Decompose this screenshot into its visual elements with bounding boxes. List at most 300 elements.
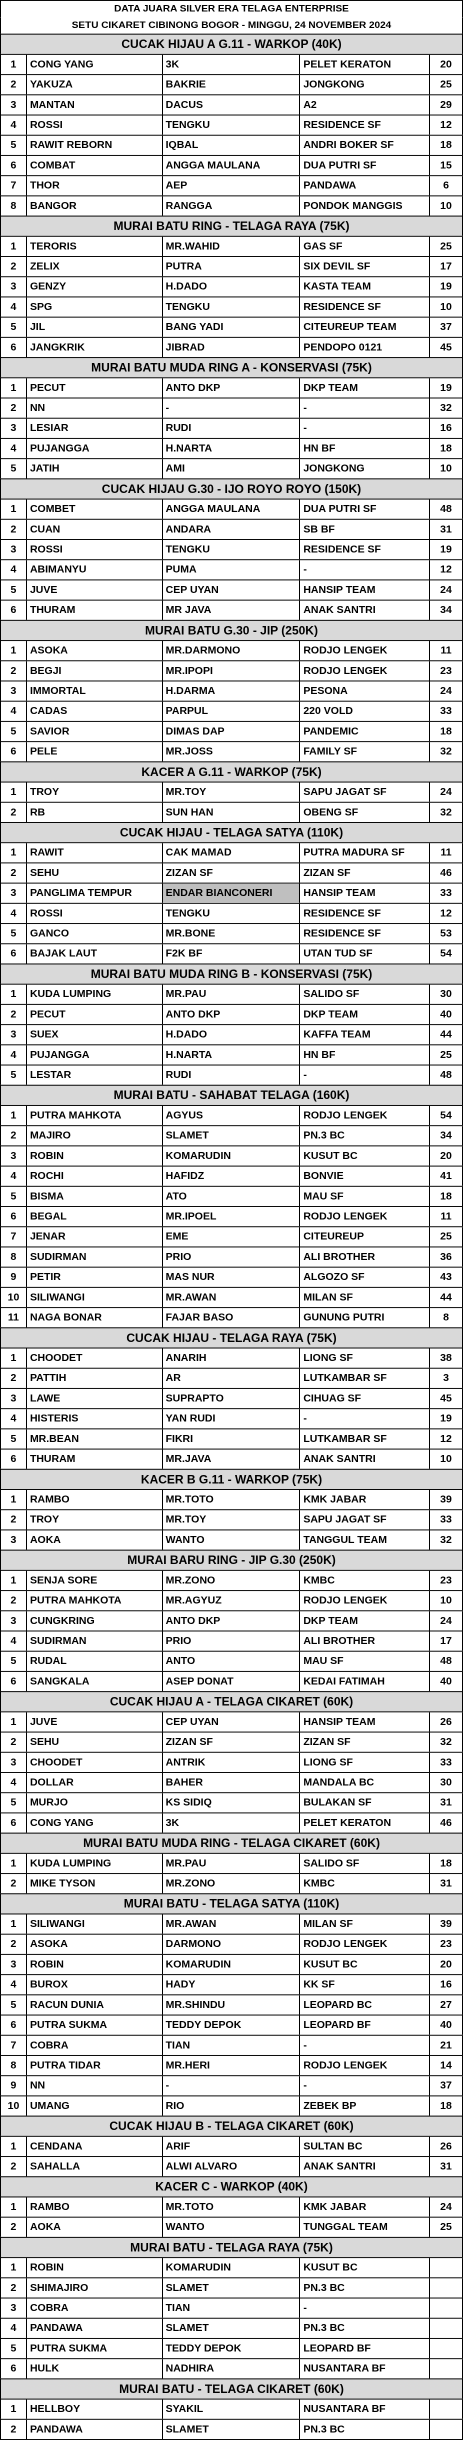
team-cell: JONGKONG [300,459,430,478]
result-row [0,1004,463,1024]
team-cell: RESIDENCE SF [300,904,430,923]
rank-cell: 1 [1,378,27,397]
team-cell: ZIZAN SF [300,1733,430,1752]
result-row [0,862,463,882]
owner-cell: KOMARUDIN [163,1955,301,1974]
team-cell: KK SF [300,1975,430,1994]
team-cell: BULAKAN SF [300,1793,430,1812]
score-cell: 37 [430,318,463,337]
score-cell: 43 [430,1268,463,1287]
bird-name-cell: MAJIRO [27,1126,163,1145]
rank-cell: 3 [1,2299,27,2318]
team-cell: HANSIP TEAM [300,1712,430,1731]
result-row [0,1368,463,1388]
bird-name-cell: ABIMANYU [27,560,163,579]
rank-cell: 9 [1,1268,27,1287]
team-cell: CIHUAG SF [300,1389,430,1408]
rank-cell: 2 [1,1733,27,1752]
score-cell: 23 [430,661,463,680]
bird-name-cell: BAJAK LAUT [27,944,163,963]
bird-name-cell: PATTIH [27,1369,163,1388]
owner-cell: H.NARTA [163,439,301,458]
bird-name-cell: SEHU [27,1733,163,1752]
rank-cell: 2 [1,2278,27,2297]
score-cell: 37 [430,2076,463,2095]
team-cell: ALI BROTHER [300,1631,430,1650]
owner-cell: JIBRAD [163,338,301,357]
team-cell: PANDEMIC [300,722,430,741]
bird-name-cell: KUDA LUMPING [27,985,163,1004]
owner-cell: ZIZAN SF [163,1733,301,1752]
rank-cell: 1 [1,1854,27,1873]
bird-name-cell: RAWIT REBORN [27,136,163,155]
bird-name-cell: GENZY [27,277,163,296]
team-cell: ANAK SANTRI [300,2157,430,2176]
result-row [0,984,463,1004]
team-cell: KUSUT BC [300,1146,430,1165]
score-cell: 24 [430,580,463,599]
rank-cell: 1 [1,1348,27,1367]
rank-cell: 6 [1,338,27,357]
rank-cell: 8 [1,1247,27,1266]
rank-cell: 1 [1,2137,27,2156]
document-title: DATA JUARA SILVER ERA TELAGA ENTERPRISE [0,0,463,17]
result-row [0,721,463,741]
bird-name-cell: NN [27,2076,163,2095]
rank-cell: 4 [1,439,27,458]
owner-cell: SUPRAPTO [163,1389,301,1408]
score-cell: 27 [430,1995,463,2014]
owner-cell: MR.PAU [163,1854,301,1873]
owner-cell: MR.JAVA [163,1450,301,1469]
score-cell: 18 [430,1187,463,1206]
score-cell: 44 [430,1025,463,1044]
rank-cell: 7 [1,1227,27,1246]
owner-cell: MR.IPOPI [163,661,301,680]
team-cell: ANAK SANTRI [300,1450,430,1469]
class-section-title: KACER A G.11 - WARKOP (75K) [0,761,463,781]
bird-name-cell: SEHU [27,863,163,882]
owner-cell: RUDI [163,1066,301,1085]
bird-name-cell: BEGJI [27,661,163,680]
owner-cell: MR.TOY [163,783,301,802]
class-section-title: KACER B G.11 - WARKOP (75K) [0,1469,463,1489]
result-row [0,2298,463,2318]
class-section-title: MURAI BARU RING - JIP G.30 (250K) [0,1550,463,1570]
team-cell: LIONG SF [300,1348,430,1367]
team-cell: ANAK SANTRI [300,601,430,620]
result-row [0,2217,463,2237]
rank-cell: 5 [1,1066,27,1085]
bird-name-cell: RAMBO [27,2197,163,2216]
bird-name-cell: SUEX [27,1025,163,1044]
bird-name-cell: LESIAR [27,419,163,438]
bird-name-cell: BUROX [27,1975,163,1994]
rank-cell: 1 [1,237,27,256]
bird-name-cell: ROSSI [27,116,163,135]
owner-cell: TEDDY DEPOK [163,2016,301,2035]
team-cell: HANSIP TEAM [300,884,430,903]
score-cell: 30 [430,985,463,1004]
team-cell: PN.3 BC [300,1126,430,1145]
owner-cell: MR.HERI [163,2056,301,2075]
bird-name-cell: MURJO [27,1793,163,1812]
team-cell: - [300,1409,430,1428]
result-row [0,701,463,721]
bird-name-cell: THURAM [27,1450,163,1469]
bird-name-cell: JUVE [27,1712,163,1731]
rank-cell: 4 [1,2319,27,2338]
result-row [0,236,463,256]
score-cell: 44 [430,1288,463,1307]
result-row [0,74,463,94]
owner-cell: DARMONO [163,1935,301,1954]
score-cell: 29 [430,95,463,114]
result-row [0,2055,463,2075]
owner-cell: F2K BF [163,944,301,963]
owner-cell: RUDI [163,419,301,438]
rank-cell: 5 [1,136,27,155]
result-row [0,1388,463,1408]
score-cell: 23 [430,1935,463,1954]
result-row [0,317,463,337]
document-subtitle: SETU CIKARET CIBINONG BOGOR - MINGGU, 24 NOVEMBER 2024 [0,17,463,33]
score-cell: 18 [430,2096,463,2115]
owner-cell: PUTRA [163,257,301,276]
score-cell: 18 [430,136,463,155]
bird-name-cell: DOLLAR [27,1773,163,1792]
rank-cell: 3 [1,1753,27,1772]
score-cell: 19 [430,277,463,296]
owner-cell: MR.PAU [163,985,301,1004]
owner-cell: PRIO [163,1631,301,1650]
score-cell [430,2299,463,2318]
rank-cell: 2 [1,2218,27,2237]
bird-name-cell: THURAM [27,601,163,620]
score-cell [430,2319,463,2338]
team-cell: NUSANTARA BF [300,2400,430,2419]
rank-cell: 6 [1,944,27,963]
team-cell: 220 VOLD [300,702,430,721]
rank-cell: 8 [1,2056,27,2075]
team-cell: - [300,398,430,417]
result-row [0,559,463,579]
result-row [0,1105,463,1125]
owner-cell: TEDDY DEPOK [163,2339,301,2358]
bird-name-cell: PUTRA TIDAR [27,2056,163,2075]
score-cell: 32 [430,1530,463,1549]
rank-cell: 1 [1,1490,27,1509]
bird-name-cell: SENJA SORE [27,1571,163,1590]
result-row [0,1246,463,1266]
team-cell: MILAN SF [300,1914,430,1933]
class-section-title: MURAI BATU - TELAGA RAYA (75K) [0,2237,463,2257]
rank-cell: 1 [1,843,27,862]
result-row [0,296,463,316]
team-cell: HANSIP TEAM [300,580,430,599]
owner-cell: SUN HAN [163,803,301,822]
team-cell: PN.3 BC [300,2420,430,2439]
score-cell: 53 [430,924,463,943]
result-row [0,2035,463,2055]
rank-cell: 8 [1,196,27,215]
score-cell: 48 [430,500,463,519]
result-row [0,1024,463,1044]
owner-cell: CEP UYAN [163,1712,301,1731]
bird-name-cell: BEGAL [27,1207,163,1226]
owner-cell: KOMARUDIN [163,2258,301,2277]
owner-cell: TIAN [163,2299,301,2318]
result-row [0,579,463,599]
team-cell: FAMILY SF [300,742,430,761]
result-row [0,1065,463,1085]
rank-cell: 4 [1,1409,27,1428]
team-cell: PELET KERATON [300,1813,430,1832]
result-row [0,1125,463,1145]
score-cell: 25 [430,2218,463,2237]
bird-name-cell: SUDIRMAN [27,1631,163,1650]
bird-name-cell: RAMBO [27,1490,163,1509]
rank-cell: 1 [1,2258,27,2277]
team-cell: RESIDENCE SF [300,540,430,559]
score-cell: 19 [430,378,463,397]
owner-cell: ANTO DKP [163,378,301,397]
owner-cell: ENDAR BIANCONERI [163,884,301,903]
score-cell: 23 [430,1571,463,1590]
score-cell: 46 [430,863,463,882]
rank-cell: 3 [1,681,27,700]
score-cell: 24 [430,681,463,700]
bird-name-cell: PUTRA MAHKOTA [27,1106,163,1125]
result-row [0,2399,463,2419]
result-row [0,1772,463,1792]
bird-name-cell: UMANG [27,2096,163,2115]
bird-name-cell: PUTRA SUKMA [27,2016,163,2035]
team-cell: LIONG SF [300,1753,430,1772]
result-row [0,2257,463,2277]
owner-cell: PRIO [163,1247,301,1266]
score-cell: 33 [430,1753,463,1772]
result-row [0,499,463,519]
team-cell: LEOPARD BF [300,2016,430,2035]
owner-cell: MR.TOTO [163,2197,301,2216]
score-cell: 20 [430,1146,463,1165]
bird-name-cell: SUDIRMAN [27,1247,163,1266]
rank-cell: 4 [1,297,27,316]
rank-cell: 1 [1,1106,27,1125]
team-cell: KEDAI FATIMAH [300,1672,430,1691]
bird-name-cell: SHIMAJIRO [27,2278,163,2297]
bird-name-cell: ROSSI [27,904,163,923]
team-cell: KUSUT BC [300,1955,430,1974]
result-row [0,1509,463,1529]
result-row [0,458,463,478]
owner-cell: MR.JOSS [163,742,301,761]
score-cell: 16 [430,419,463,438]
bird-name-cell: ASOKA [27,641,163,660]
bird-name-cell: PANDAWA [27,2420,163,2439]
owner-cell: MR.AWAN [163,1914,301,1933]
result-row [0,1590,463,1610]
owner-cell: - [163,2076,301,2095]
rank-cell: 4 [1,1045,27,1064]
result-row [0,1651,463,1671]
class-section-title: MURAI BATU MUDA RING B - KONSERVASI (75K) [0,963,463,983]
score-cell: 40 [430,1672,463,1691]
bird-name-cell: HULK [27,2359,163,2378]
owner-cell: MR.IPOEL [163,1207,301,1226]
rank-cell: 5 [1,924,27,943]
bird-name-cell: PELE [27,742,163,761]
team-cell: ALGOZO SF [300,1268,430,1287]
team-cell: MANDALA BC [300,1773,430,1792]
result-row [0,1529,463,1549]
bird-name-cell: ROSSI [27,540,163,559]
result-row [0,175,463,195]
owner-cell: ANTO DKP [163,1005,301,1024]
team-cell: KASTA TEAM [300,277,430,296]
owner-cell: ATO [163,1187,301,1206]
result-row [0,1994,463,2014]
result-row [0,1166,463,1186]
rank-cell: 5 [1,1793,27,1812]
score-cell [430,2339,463,2358]
owner-cell: MR.AGYUZ [163,1591,301,1610]
rank-cell: 1 [1,2197,27,2216]
bird-name-cell: SAHALLA [27,2157,163,2176]
owner-cell: ANDARA [163,520,301,539]
bird-name-cell: RUDAL [27,1652,163,1671]
bird-name-cell: COMBAT [27,156,163,175]
score-cell: 10 [430,196,463,215]
score-cell: 3 [430,1369,463,1388]
owner-cell: WANTO [163,2218,301,2237]
score-cell: 12 [430,116,463,135]
result-row [0,1408,463,1428]
team-cell: KAFFA TEAM [300,1025,430,1044]
owner-cell: SLAMET [163,2278,301,2297]
bird-name-cell: BISMA [27,1187,163,1206]
bird-name-cell: SANGKALA [27,1672,163,1691]
bird-name-cell: CHOODET [27,1753,163,1772]
result-row [0,2156,463,2176]
score-cell: 32 [430,742,463,761]
team-cell: - [300,2036,430,2055]
result-row [0,1348,463,1368]
owner-cell: TIAN [163,2036,301,2055]
team-cell: CITEUREUP TEAM [300,318,430,337]
team-cell: OBENG SF [300,803,430,822]
result-row [0,1428,463,1448]
team-cell: KMBC [300,1874,430,1893]
team-cell: SIX DEVIL SF [300,257,430,276]
team-cell: SULTAN BC [300,2137,430,2156]
rank-cell: 1 [1,55,27,74]
bird-name-cell: JIL [27,318,163,337]
score-cell: 32 [430,1733,463,1752]
score-cell: 45 [430,338,463,357]
bird-name-cell: TROY [27,783,163,802]
rank-cell: 3 [1,95,27,114]
rank-cell: 2 [1,520,27,539]
owner-cell: SLAMET [163,2420,301,2439]
owner-cell: HADY [163,1975,301,1994]
team-cell: PN.3 BC [300,2278,430,2297]
rank-cell: 1 [1,783,27,802]
bird-name-cell: PUJANGGA [27,439,163,458]
team-cell: PUTRA MADURA SF [300,843,430,862]
rank-cell: 2 [1,398,27,417]
score-cell [430,2400,463,2419]
owner-cell: HAFIDZ [163,1167,301,1186]
owner-cell: RIO [163,2096,301,2115]
owner-cell: H.DARMA [163,681,301,700]
score-cell: 33 [430,702,463,721]
result-row [0,1610,463,1630]
team-cell: A2 [300,95,430,114]
team-cell: GUNUNG PUTRI [300,1308,430,1327]
result-row [0,1307,463,1327]
owner-cell: MR.TOTO [163,1490,301,1509]
class-section-title: CUCAK HIJAU G.30 - IJO ROYO ROYO (150K) [0,478,463,498]
bird-name-cell: COBRA [27,2036,163,2055]
rank-cell: 7 [1,176,27,195]
result-row [0,1752,463,1772]
team-cell: KMBC [300,1571,430,1590]
owner-cell: MAS NUR [163,1268,301,1287]
team-cell: NUSANTARA BF [300,2359,430,2378]
bird-name-cell: MR.BEAN [27,1429,163,1448]
result-row [0,54,463,74]
team-cell: CITEUREUP [300,1227,430,1246]
bird-name-cell: PECUT [27,378,163,397]
bird-name-cell: SAVIOR [27,722,163,741]
score-cell: 54 [430,1106,463,1125]
score-cell: 20 [430,1955,463,1974]
score-cell: 25 [430,1227,463,1246]
bird-name-cell: BANGOR [27,196,163,215]
owner-cell: TENGKU [163,904,301,923]
bird-name-cell: RAWIT [27,843,163,862]
score-cell: 17 [430,257,463,276]
owner-cell: BAKRIE [163,75,301,94]
team-cell: RODJO LENGEK [300,641,430,660]
score-cell: 39 [430,1914,463,1933]
rank-cell: 4 [1,702,27,721]
bird-name-cell: TROY [27,1510,163,1529]
sections-container [0,34,463,2439]
score-cell: 25 [430,75,463,94]
team-cell: ALI BROTHER [300,1247,430,1266]
score-cell: 54 [430,944,463,963]
bird-name-cell: JANGKRIK [27,338,163,357]
owner-cell: MR.ZONO [163,1571,301,1590]
class-section-title: CUCAK HIJAU - TELAGA RAYA (75K) [0,1327,463,1347]
result-row [0,1954,463,1974]
score-cell: 31 [430,1793,463,1812]
result-row [0,1449,463,1469]
result-row [0,923,463,943]
bird-name-cell: PETIR [27,1268,163,1287]
team-cell: RODJO LENGEK [300,1207,430,1226]
team-cell: KUSUT BC [300,2258,430,2277]
owner-cell: AEP [163,176,301,195]
bird-name-cell: KUDA LUMPING [27,1854,163,1873]
rank-cell: 2 [1,1591,27,1610]
score-cell: 21 [430,2036,463,2055]
owner-cell: AGYUS [163,1106,301,1125]
score-cell: 10 [430,297,463,316]
